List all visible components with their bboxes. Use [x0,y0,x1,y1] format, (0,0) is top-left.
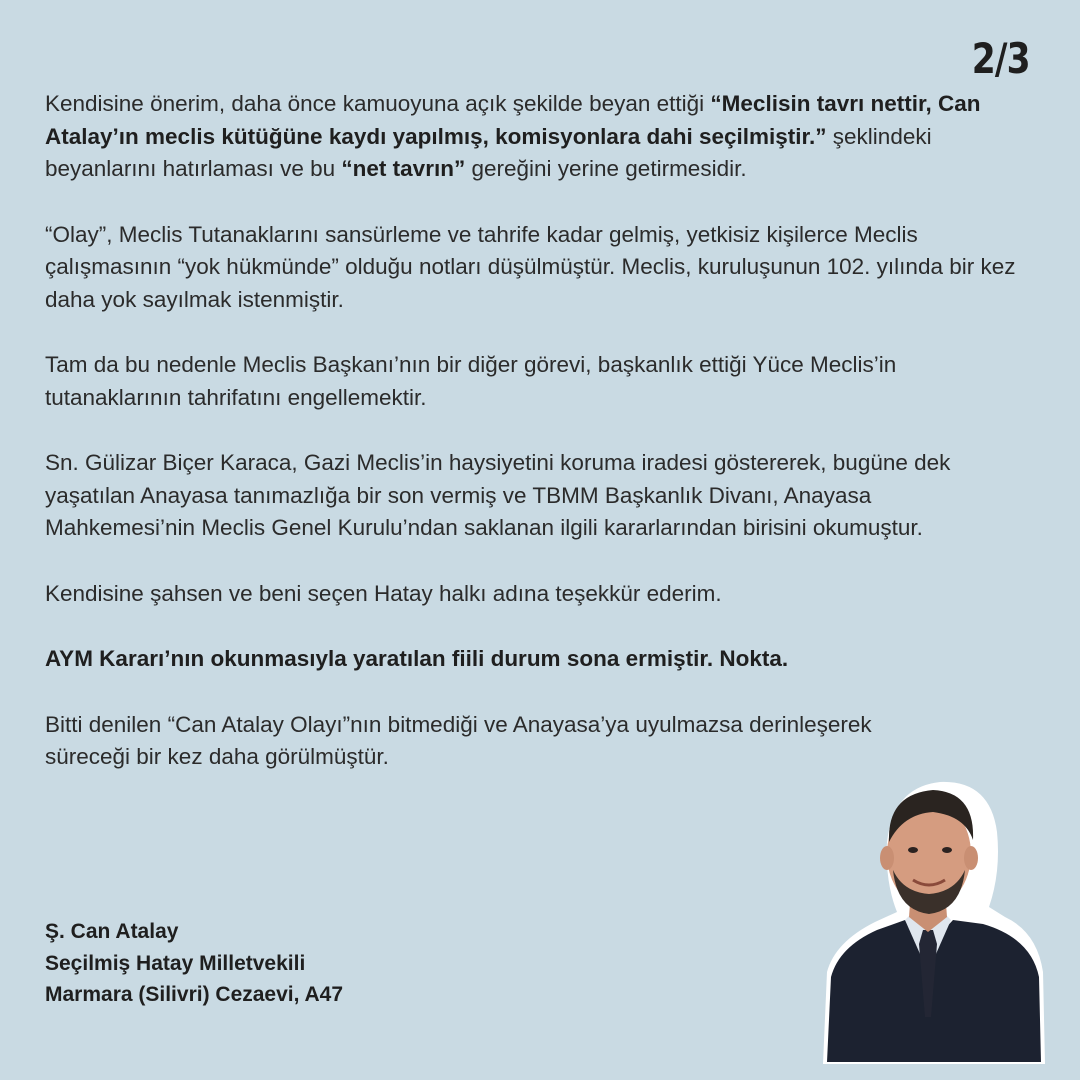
portrait-photo [805,772,1050,1067]
text-segment: “Olay”, Meclis Tutanaklarını sansürleme ve tahrife kadar gelmiş, yetkisiz kişilerce Meclis çalışmasının “yok hükmünde” olduğu notları düşülmüştür. Meclis, kuruluşunun 102. yılında bir kez daha yok sayılmak istenmiştir. [45,221,1016,312]
paragraph [45,88,1020,186]
text-segment: Bitti denilen “Can Atalay Olayı”nın bitmediği ve Anayasa’ya uyulmazsa derinleşerek süreceği bir kez daha görülmüştür. [45,711,872,769]
paragraph [45,447,1020,545]
bold-text-segment: AYM Kararı’nın okunmasıyla yaratılan fiili durum sona ermiştir. Nokta. [45,646,789,671]
text-segment: şeklindeki beyanlarını hatırlaması ve bu [45,123,932,181]
text-segment: Sn. Gülizar Biçer Karaca, Gazi Meclis’in haysiyetini koruma iradesi göstererek, bugüne dek yaşatılan Anayasa tanımazlığa bir son vermiş ve TBMM Başkanlık Divanı, Anayasa Mahkemesi’nin Meclis Genel Kurulu’ndan saklanan ilgili kararlarından birisini okumuştur. [45,450,951,540]
signature-name: Ş. Can Atalay [45,920,179,943]
paragraph [45,349,1020,414]
bold-text-segment: “Meclisin tavrı nettir, Can Atalay’ın meclis kütüğüne kaydı yapılmış, komisyonlara dahi seçilmiştir.” [45,91,981,149]
page-number: 2/3 [971,34,1030,83]
text-segment: Kendisine şahsen ve beni seçen Hatay halkı adına teşekkür ederim. [45,580,722,606]
paragraph [45,219,1020,317]
text-segment: gereğini yerine getirmesidir. [465,156,747,181]
paragraph [45,643,1020,676]
text-segment: Tam da bu nedenle Meclis Başkanı’nın bir diğer görevi, başkanlık ettiği Yüce Meclis’in tutanaklarının tahrifatını engellemektir. [45,352,897,410]
paragraph [45,709,895,774]
paragraph [45,578,1020,611]
signature-block [45,916,343,1011]
signature-title: Seçilmiş Hatay Milletvekili [45,951,306,975]
text-segment: Kendisine önerim, daha önce kamuoyuna açık şekilde beyan ettiği [45,91,711,116]
signature-location: Marmara (Silivri) Cezaevi, A47 [45,983,344,1006]
bold-text-segment: “net tavrın” [341,156,466,181]
statement-body [45,88,1020,807]
